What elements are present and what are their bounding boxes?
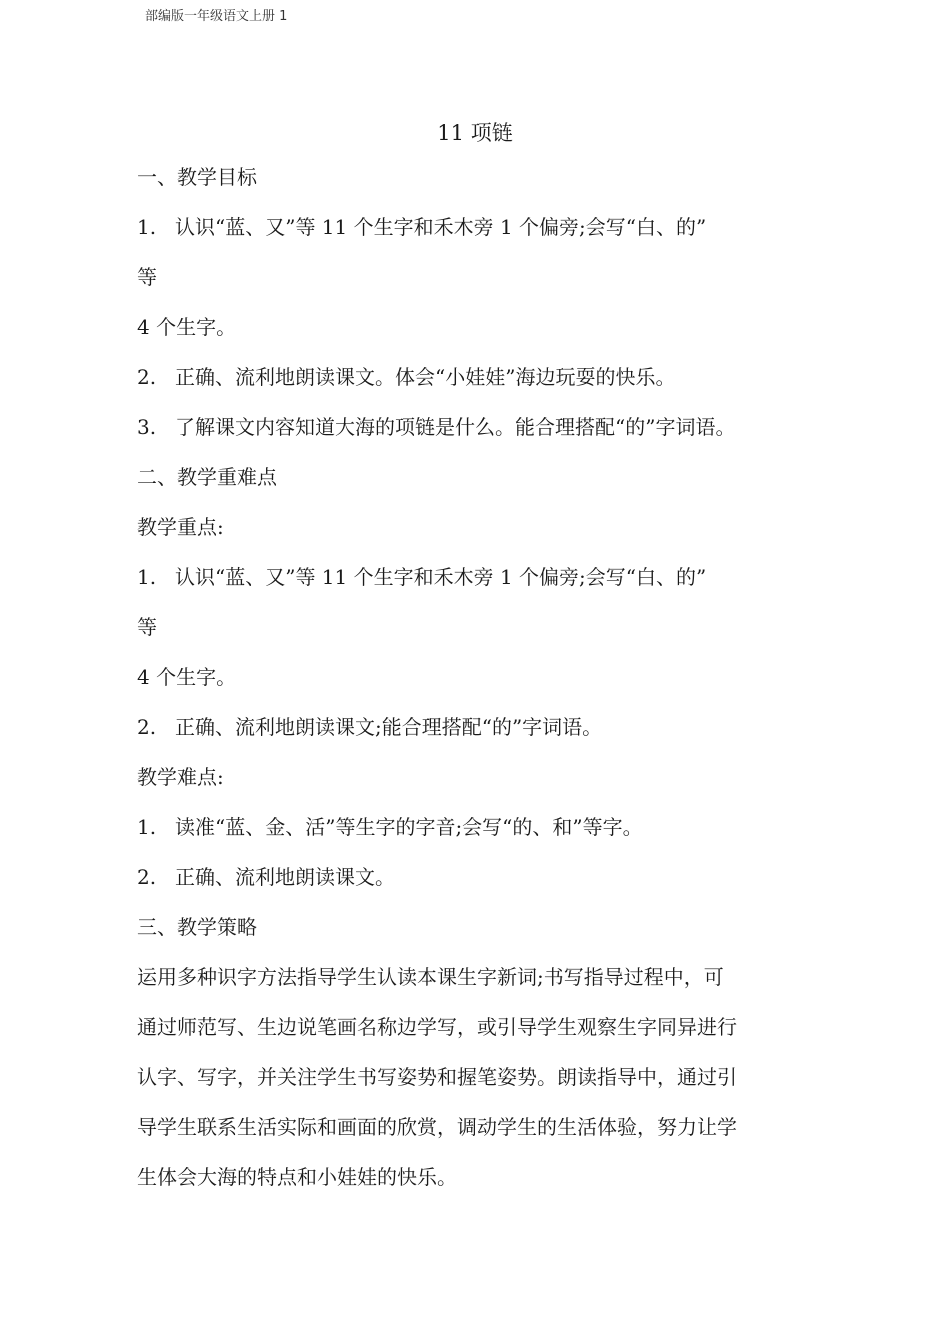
focus-label: 教学重点: bbox=[137, 515, 224, 539]
strategy-paragraph-line: 导学生联系生活实际和画面的欣赏，调动学生的生活体验，努力让学 bbox=[137, 1115, 737, 1139]
item-number: 1. bbox=[137, 565, 157, 589]
item-text: 正确、流利地朗读课文;能合理搭配“的”字词语。 bbox=[175, 715, 603, 739]
objective-item-1 bbox=[137, 212, 706, 242]
item-text: 正确、流利地朗读课文。体会“小娃娃”海边玩耍的快乐。 bbox=[175, 365, 676, 389]
page-header: 部编版一年级语文上册 1 bbox=[145, 9, 288, 24]
objective-item-2 bbox=[137, 362, 675, 392]
item-number: 1. bbox=[137, 215, 157, 239]
item-number: 2. bbox=[137, 365, 157, 389]
item-text: 认识“蓝、又”等 11 个生字和禾木旁 1 个偏旁;会写“白、的” bbox=[175, 565, 707, 589]
item-number: 3. bbox=[137, 415, 157, 439]
strategy-paragraph-line: 认字、写字，并关注学生书写姿势和握笔姿势。朗读指导中，通过引 bbox=[137, 1065, 737, 1089]
item-text: 了解课文内容知道大海的项链是什么。能合理搭配“的”字词语。 bbox=[175, 415, 736, 439]
difficulty-item-1 bbox=[137, 812, 643, 842]
item-text: 认识“蓝、又”等 11 个生字和禾木旁 1 个偏旁;会写“白、的” bbox=[175, 215, 707, 239]
item-number: 2. bbox=[137, 865, 157, 889]
strategy-paragraph-line: 运用多种识字方法指导学生认读本课生字新词;书写指导过程中，可 bbox=[137, 965, 724, 989]
strategy-paragraph-line: 生体会大海的特点和小娃娃的快乐。 bbox=[137, 1165, 457, 1189]
strategy-heading: 三、教学策略 bbox=[137, 915, 257, 939]
keypoints-heading: 二、教学重难点 bbox=[137, 465, 277, 489]
focus-item-1 bbox=[137, 562, 706, 592]
item-number: 2. bbox=[137, 715, 157, 739]
difficulty-item-2 bbox=[137, 862, 395, 892]
difficulty-label: 教学难点: bbox=[137, 765, 224, 789]
lesson-title: 11 项链 bbox=[437, 121, 513, 145]
item-number: 1. bbox=[137, 815, 157, 839]
strategy-paragraph-line: 通过师范写、生边说笔画名称边学写，或引导学生观察生字同异进行 bbox=[137, 1015, 737, 1039]
objective-item-3 bbox=[137, 412, 735, 442]
focus-item-1-wrap2: 4 个生字。 bbox=[137, 665, 237, 689]
objective-item-1-wrap2: 4 个生字。 bbox=[137, 315, 237, 339]
objective-item-1-wrap: 等 bbox=[137, 265, 157, 289]
focus-item-1-wrap: 等 bbox=[137, 615, 157, 639]
item-text: 正确、流利地朗读课文。 bbox=[175, 865, 395, 889]
item-text: 读准“蓝、金、活”等生字的字音;会写“的、和”等字。 bbox=[175, 815, 643, 839]
focus-item-2 bbox=[137, 712, 602, 742]
objectives-heading: 一、教学目标 bbox=[137, 165, 257, 189]
